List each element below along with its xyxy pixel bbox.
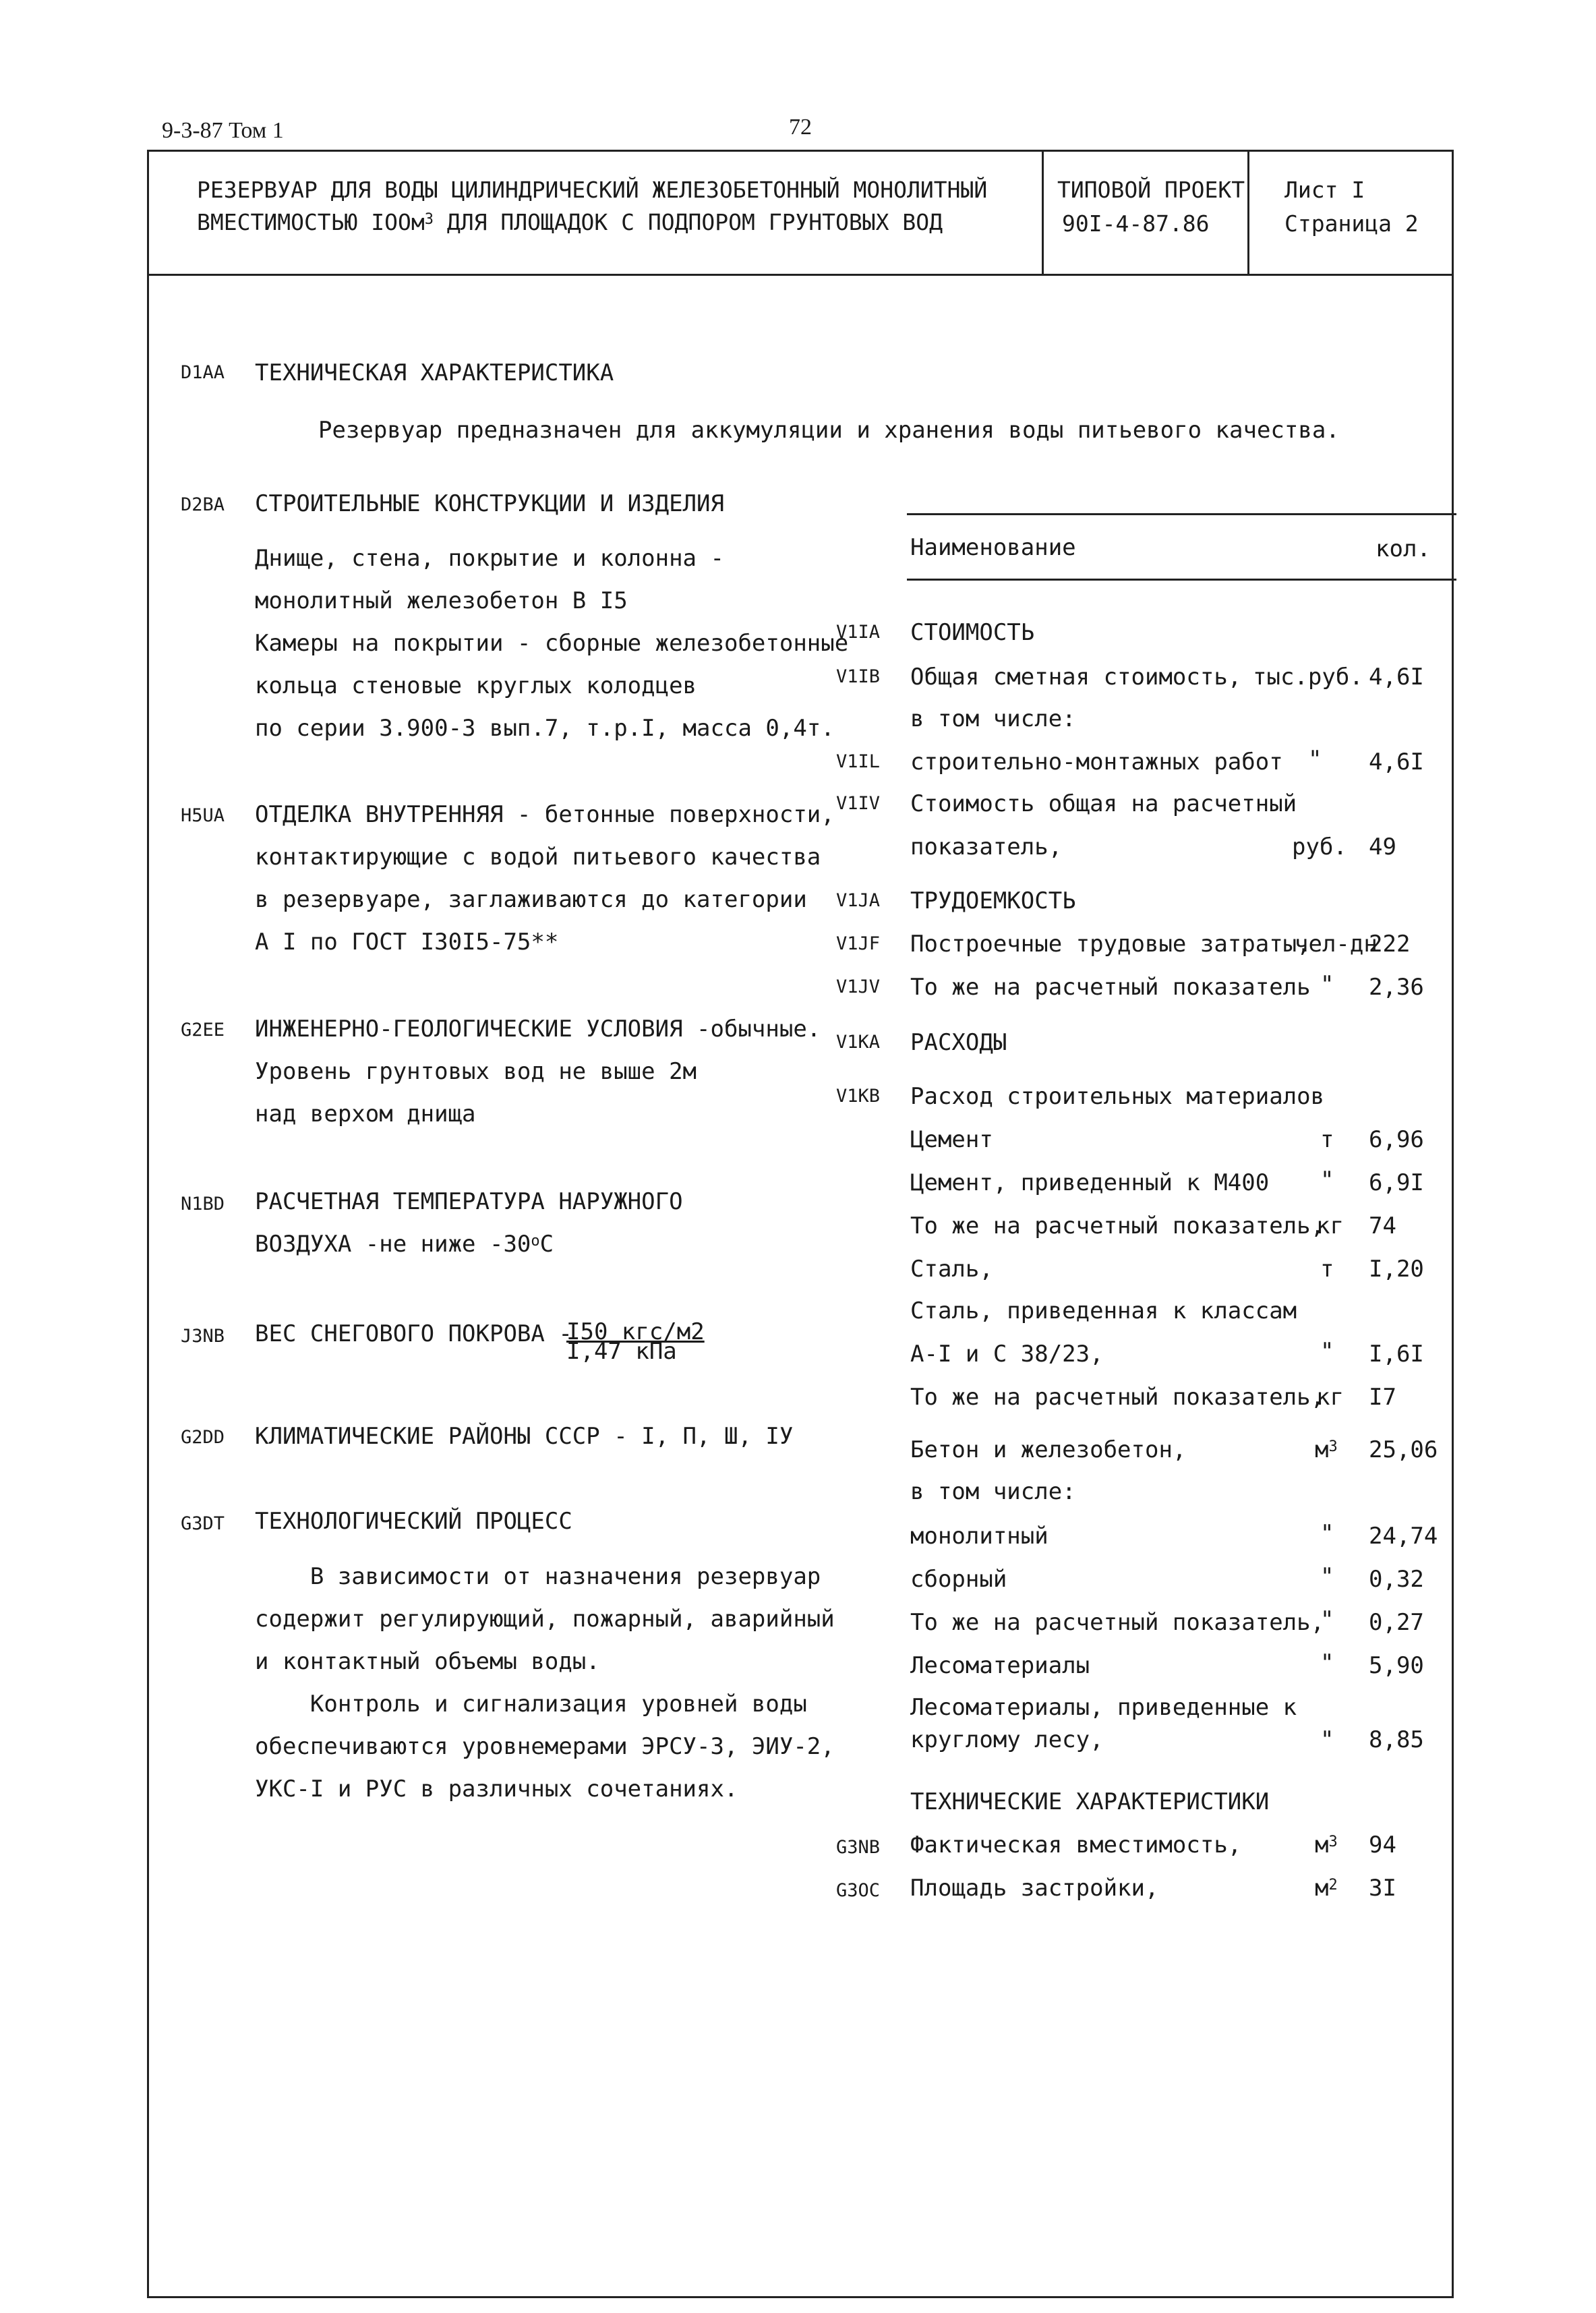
geology-line: над верхом днища	[255, 1101, 476, 1128]
geology-line: Уровень грунтовых вод не выше 2м	[255, 1058, 697, 1085]
row-name: сборный	[910, 1566, 1007, 1593]
finishing-line: ОТДЕЛКА ВНУТРЕННЯЯ - бетонные поверхности,	[255, 801, 835, 828]
table-right-rule	[1452, 513, 1454, 581]
row-code: V1IB	[836, 666, 881, 687]
row-qty: 5,90	[1369, 1652, 1424, 1679]
row-name: Лесоматериалы, приведенные к	[910, 1694, 1297, 1721]
column-header-qty: кол.	[1376, 535, 1431, 562]
row-unit: т	[1320, 1126, 1334, 1153]
row-qty: 74	[1369, 1212, 1396, 1239]
sheet-label: Лист I	[1284, 177, 1365, 203]
row-unit: кг	[1316, 1212, 1344, 1239]
row-qty: 24,74	[1369, 1523, 1438, 1550]
row-qty: 6,9I	[1369, 1169, 1424, 1196]
geology-line: ИНЖЕНЕРНО-ГЕОЛОГИЧЕСКИЕ УСЛОВИЯ -обычные.	[255, 1016, 821, 1043]
header-divider-2	[1247, 150, 1249, 275]
row-unit: "	[1320, 1338, 1334, 1365]
header-divider-1	[1042, 150, 1044, 275]
row-unit: руб.	[1292, 833, 1347, 860]
process-line: и контактный объемы воды.	[255, 1648, 600, 1675]
code-n1bd: N1BD	[181, 1194, 225, 1214]
section-title-construction: СТРОИТЕЛЬНЫЕ КОНСТРУКЦИИ И ИЗДЕЛИЯ	[255, 490, 724, 517]
process-line: В зависимости от назначения резервуар	[255, 1563, 821, 1590]
header-divider	[147, 274, 1454, 276]
code-h5ua: H5UA	[181, 805, 225, 826]
title-line-2: ВМЕСТИМОСТЬЮ IOOм$^3$ ДЛЯ ПЛОЩАДОК С ПОДПОРОМ ГРУНТОВЫХ ВОД	[197, 209, 943, 235]
snow-load-value-kpa: I,47 кПа	[566, 1338, 677, 1365]
row-code: V1IV	[836, 793, 881, 814]
row-name: То же на расчетный показатель	[910, 974, 1311, 1001]
row-unit: "	[1320, 1167, 1334, 1194]
process-line: обеспечиваются уровнемерами ЭРСУ-3, ЭИУ-2,	[255, 1733, 835, 1760]
column-header-name: Наименование	[910, 534, 1076, 561]
row-unit: "	[1320, 1563, 1334, 1590]
construction-line: по серии 3.900-3 вып.7, т.р.I, масса 0,4т.	[255, 715, 835, 742]
row-code: V1JA	[836, 890, 881, 911]
temperature-line: РАСЧЕТНАЯ ТЕМПЕРАТУРА НАРУЖНОГО	[255, 1188, 683, 1215]
code-d1aa: D1AA	[181, 362, 225, 383]
row-name: в том числе:	[910, 705, 1076, 732]
row-name: РАСХОДЫ	[910, 1029, 1007, 1056]
row-qty: 94	[1369, 1832, 1396, 1858]
row-code: V1KA	[836, 1032, 881, 1053]
row-name: показатель,	[910, 833, 1063, 860]
row-name: Цемент	[910, 1126, 993, 1153]
row-name: круглому лесу,	[910, 1726, 1104, 1753]
row-qty: 49	[1369, 833, 1396, 860]
row-unit: $м^2$	[1315, 1875, 1338, 1902]
row-unit: "	[1320, 1649, 1334, 1676]
row-name: Бетон и железобетон,	[910, 1436, 1187, 1463]
table-top-rule	[907, 513, 1456, 515]
construction-line: Камеры на покрытии - сборные железобетонные	[255, 630, 849, 657]
finishing-line: А I по ГОСТ I30I5-75**	[255, 929, 559, 956]
construction-line: монолитный железобетон В I5	[255, 587, 628, 614]
row-name: То же на расчетный показатель,	[910, 1212, 1325, 1239]
row-unit: "	[1320, 971, 1334, 998]
row-code: V1JF	[836, 933, 881, 954]
title-line-1: РЕЗЕРВУАР ДЛЯ ВОДЫ ЦИЛИНДРИЧЕСКИЙ ЖЕЛЕЗОБЕТОННЫЙ МОНОЛИТНЫЙ	[197, 177, 988, 203]
section-title-tech: ТЕХНИЧЕСКАЯ ХАРАКТЕРИСТИКА	[255, 359, 614, 386]
row-qty: I,6I	[1369, 1341, 1424, 1368]
row-name: ТЕХНИЧЕСКИЕ ХАРАКТЕРИСТИКИ	[910, 1788, 1270, 1815]
row-name: Лесоматериалы	[910, 1652, 1090, 1679]
row-unit: $м^3$	[1315, 1436, 1338, 1463]
page-label: Страница 2	[1284, 210, 1419, 237]
process-line: УКС-I и РУС в различных сочетаниях.	[255, 1776, 738, 1803]
row-name: Сталь,	[910, 1256, 993, 1283]
process-line: содержит регулирующий, пожарный, аварийный	[255, 1606, 835, 1633]
row-name: Фактическая вместимость,	[910, 1832, 1242, 1858]
row-qty: 8,85	[1369, 1726, 1424, 1753]
temperature-line: ВОЗДУХА -не ниже $-30^оС$	[255, 1231, 554, 1258]
process-line: Контроль и сигнализация уровней воды	[255, 1691, 807, 1718]
finishing-line: в резервуаре, заглаживаются до категории	[255, 886, 807, 913]
code-d2ba: D2BA	[181, 494, 225, 515]
code-j3nb: J3NB	[181, 1326, 225, 1347]
purpose-text: Резервуар предназначен для аккумуляции и хранения воды питьевого качества.	[318, 417, 1340, 444]
project-label: ТИПОВОЙ ПРОЕКТ	[1057, 177, 1245, 203]
row-name: То же на расчетный показатель,	[910, 1609, 1325, 1636]
row-qty: I,20	[1369, 1256, 1424, 1283]
row-name: Площадь застройки,	[910, 1875, 1159, 1902]
row-qty: 25,06	[1369, 1436, 1438, 1463]
code-g2ee: G2EE	[181, 1020, 225, 1041]
row-name: строительно-монтажных работ	[910, 749, 1283, 775]
row-name: А-I и С 38/23,	[910, 1341, 1104, 1368]
row-unit: "	[1320, 1520, 1334, 1547]
row-name: ТРУДОЕМКОСТЬ	[910, 887, 1076, 914]
climate-regions: КЛИМАТИЧЕСКИЕ РАЙОНЫ СССР - I, П, Ш, IУ	[255, 1423, 794, 1450]
row-name: в том числе:	[910, 1478, 1076, 1505]
snow-load-title: ВЕС СНЕГОВОГО ПОКРОВА -	[255, 1320, 572, 1347]
section-title-process: ТЕХНОЛОГИЧЕСКИЙ ПРОЦЕСС	[255, 1508, 572, 1535]
document-reference: 9-3-87 Том 1	[162, 118, 284, 143]
row-unit: т	[1320, 1256, 1334, 1283]
row-qty: 0,32	[1369, 1566, 1424, 1593]
construction-line: Днище, стена, покрытие и колонна -	[255, 545, 724, 572]
row-unit: "	[1320, 1726, 1334, 1753]
row-code: V1IA	[836, 622, 881, 643]
row-qty: I7	[1369, 1384, 1396, 1411]
page-number: 72	[789, 115, 812, 140]
row-unit: "	[1320, 1606, 1334, 1633]
code-g2dd: G2DD	[181, 1427, 225, 1448]
row-code: G3OC	[836, 1880, 881, 1901]
row-name: Сталь, приведенная к классам	[910, 1297, 1297, 1324]
construction-line: кольца стеновые круглых колодцев	[255, 672, 697, 699]
row-unit: $м^3$	[1315, 1832, 1338, 1858]
row-name: Стоимость общая на расчетный	[910, 790, 1297, 817]
row-qty: 4,6I	[1369, 749, 1424, 775]
row-name: СТОИМОСТЬ	[910, 619, 1035, 646]
row-code: G3NB	[836, 1837, 881, 1858]
snow-load-value-kgs: I50 кгс/м2	[566, 1318, 705, 1345]
row-unit: "	[1308, 746, 1322, 773]
row-qty: 222	[1369, 931, 1411, 958]
row-name: монолитный	[910, 1523, 1048, 1550]
row-name: То же на расчетный показатель,	[910, 1384, 1325, 1411]
row-code: V1IL	[836, 751, 881, 772]
row-name: Расход строительных материалов	[910, 1083, 1325, 1110]
row-qty: 3I	[1369, 1875, 1396, 1902]
row-qty: 2,36	[1369, 974, 1424, 1001]
row-qty: 6,96	[1369, 1126, 1424, 1153]
table-header-rule	[907, 579, 1456, 581]
row-name: Цемент, приведенный к М400	[910, 1169, 1270, 1196]
code-g3dt: G3DT	[181, 1513, 225, 1534]
project-number: 90I-4-87.86	[1062, 210, 1210, 237]
finishing-line: контактирующие с водой питьевого качества	[255, 844, 821, 871]
row-unit: чел-дн	[1295, 931, 1378, 958]
row-qty: 4,6I	[1369, 664, 1424, 691]
row-name: Общая сметная стоимость,	[910, 664, 1242, 691]
row-unit: тыс.руб.	[1253, 664, 1363, 691]
row-name: Построечные трудовые затраты,	[910, 931, 1311, 958]
row-qty: 0,27	[1369, 1609, 1424, 1636]
row-code: V1JV	[836, 976, 881, 997]
row-code: V1KB	[836, 1086, 881, 1107]
row-unit: кг	[1316, 1384, 1344, 1411]
